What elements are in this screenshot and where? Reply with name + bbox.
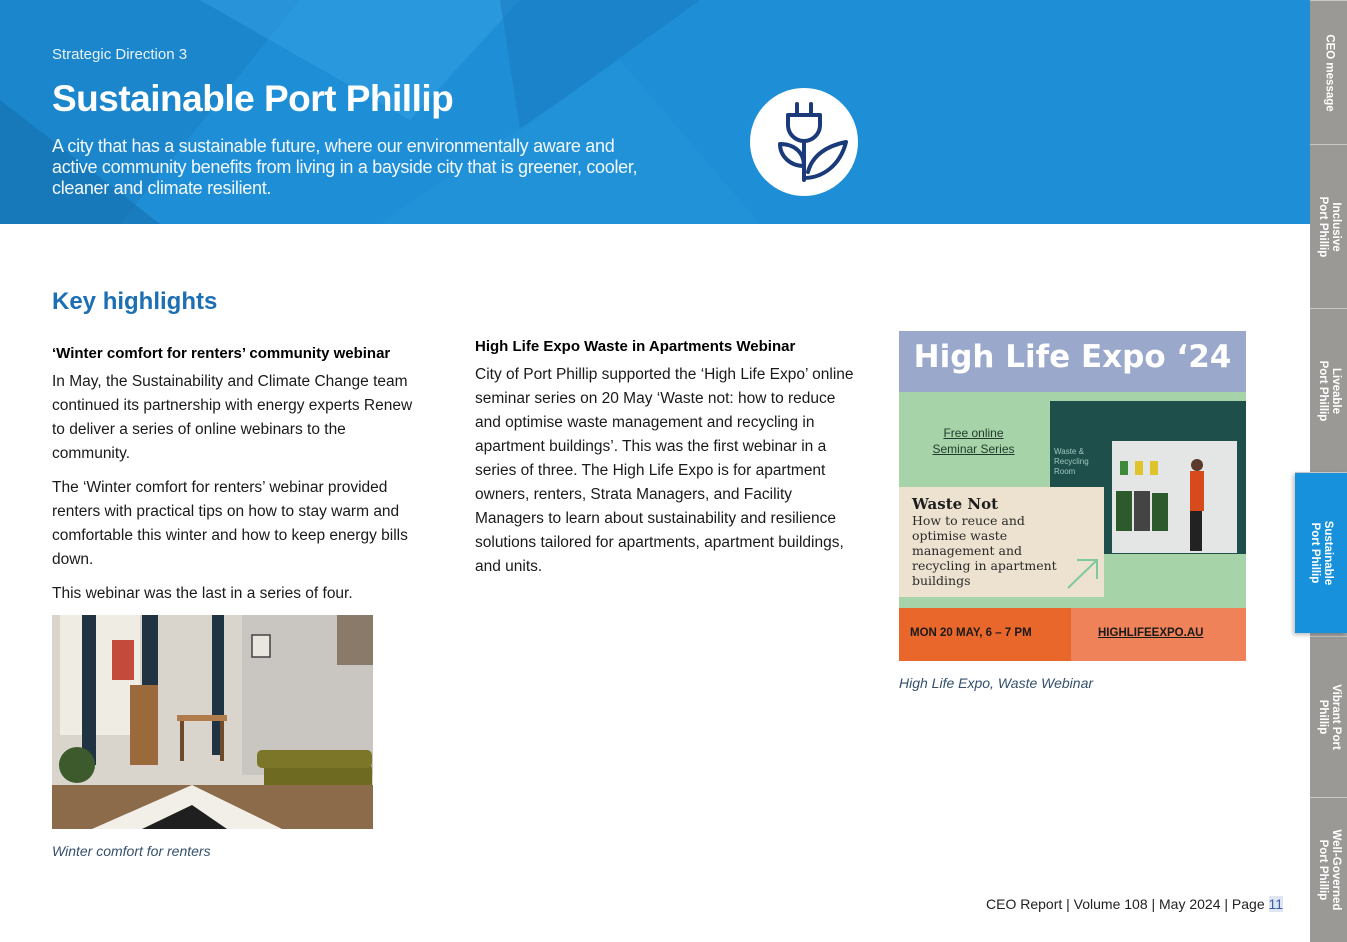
page-title: Sustainable Port Phillip: [52, 78, 454, 119]
arrow-up-right-icon: [1065, 557, 1101, 591]
poster-date: MON 20 MAY, 6 – 7 PM: [910, 627, 1032, 639]
article-paragraph: City of Port Phillip supported the ‘High Life Expo’ online seminar series on 20 May ‘Waste not: how to reduce and optimise waste management and recycling in apartment buildings’. This was the first webinar in a series of three. The High Life Expo is for apartment owners, renters, Strata Managers, and Facility Managers to learn about sustainability and resilience solutions tailored for apartments, apartment buildings, and units.: [475, 366, 854, 575]
tab-vibrant[interactable]: [1310, 636, 1347, 797]
poster-title: High Life Expo ‘24: [913, 339, 1232, 375]
article-paragraph: The ‘Winter comfort for renters’ webinar provided renters with practical tips on how to stay warm and comfortable this winter and how to keep energy bills down.: [52, 479, 408, 568]
poster-url: HIGHLIFEEXPO.AU: [1098, 627, 1204, 639]
page-subtitle: A city that has a sustainable future, where our environmentally aware and active community benefits from living in a bayside city that is greener, cooler, cleaner and climate resilient.: [52, 136, 638, 198]
strategic-direction-label: Strategic Direction 3: [52, 46, 188, 63]
tab-sustainable[interactable]: [1295, 472, 1347, 633]
tab-liveable[interactable]: [1310, 308, 1347, 472]
tab-label: Sustainable Port Phillip: [1309, 520, 1334, 586]
tab-well-governed[interactable]: [1310, 797, 1347, 942]
article-winter-comfort: [52, 342, 427, 616]
page-number: 11: [1268, 896, 1284, 912]
photo-caption: Winter comfort for renters: [52, 843, 211, 859]
tab-label: Inclusive Port Phillip: [1316, 196, 1342, 257]
high-life-expo-poster: [899, 331, 1246, 661]
plug-leaf-icon: [750, 88, 858, 196]
article-paragraph: In May, the Sustainability and Climate Change team continued its partnership with energy experts Renew to deliver a series of online webinars to the community.: [52, 373, 413, 462]
tab-label: Liveable Port Phillip: [1316, 360, 1342, 421]
article-heading: ‘Winter comfort for renters’ community webinar: [52, 345, 391, 362]
page-footer: [986, 896, 1283, 912]
article-heading: High Life Expo Waste in Apartments Webinar: [475, 338, 796, 355]
poster-caption: High Life Expo, Waste Webinar: [899, 675, 1094, 691]
header-banner: [0, 0, 1310, 224]
footer-text: CEO Report | Volume 108 | May 2024 | Page: [986, 896, 1269, 912]
poster-waste-subtitle: How to reuce and optimise waste management and recycling in apartment buildings: [912, 513, 1057, 588]
tab-ceo-message[interactable]: [1310, 0, 1347, 144]
tab-inclusive[interactable]: [1310, 144, 1347, 308]
article-high-life-expo: [475, 335, 860, 589]
photo-label: Waste & Recycling Room: [1054, 447, 1089, 476]
tab-label: CEO message: [1323, 33, 1335, 112]
section-heading: Key highlights: [52, 288, 218, 315]
winter-comfort-photo: [52, 615, 373, 829]
poster-free-seminar: Free online Seminar Series: [932, 426, 1015, 456]
poster-waste-not: Waste Not: [912, 495, 999, 513]
article-paragraph: This webinar was the last in a series of four.: [52, 585, 353, 602]
tab-label: Well-Governed Port Phillip: [1316, 829, 1342, 911]
tab-label: Vibrant Port Phillip: [1316, 684, 1342, 750]
